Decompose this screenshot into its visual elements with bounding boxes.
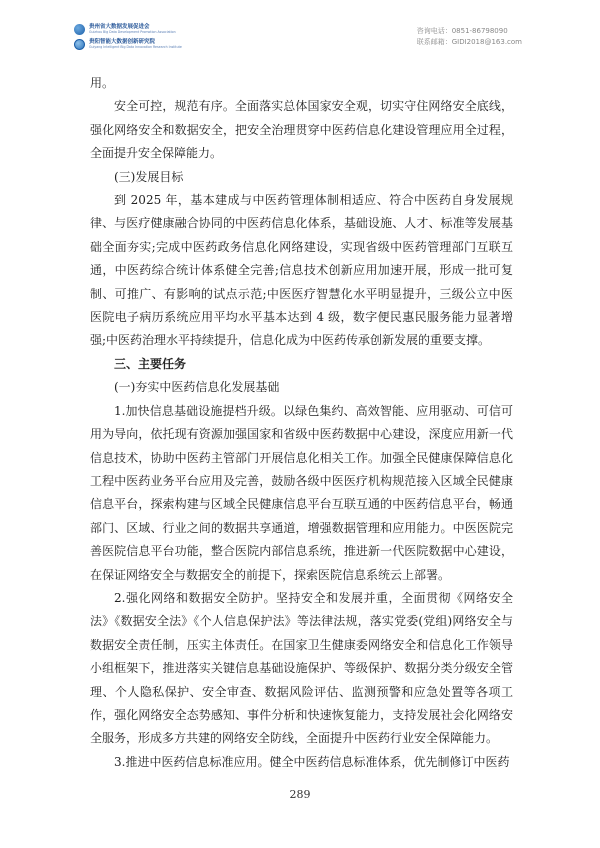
institute-logo <box>74 39 182 50</box>
document-body <box>90 72 513 774</box>
association-name: 贵州省大数据发展促进会 <box>89 23 150 30</box>
paragraph-security-principle: 安全可控，规范有序。全面落实总体国家安全观，切实守住网络安全底线，强化网络安全和数据安全，把安全治理贯穿中医药信息化建设管理应用全过程，全面提升安全保障能力。 <box>90 99 513 161</box>
page-number: 289 <box>289 788 311 801</box>
association-name-en: Guizhou Big Data Development Promotion Association <box>89 30 176 35</box>
page-header <box>0 0 600 56</box>
section-heading-goals: (三)发展目标 <box>114 169 184 184</box>
contact-info <box>417 26 522 48</box>
paragraph-security-protection: 2.强化网络和数据安全防护。坚持安全和发展并重，全面贯彻《网络安全法》《数据安全法》《个人信息保护法》等法律法规，落实党委(党组)网络安全与数据安全责任制，压实主体责任。在国家卫生健康委网络安全和信息化工作领导小组框架下，推进落实关键信息基础设施保护、等级保护、数据分类分级安全管理、个人隐私保护、安全审查、数据风险评估、监测预警和应急处置等各项工作，强化网络安全态势感知、事件分析和快速恢复能力，支持发展社会化网络安全服务，形成多方共建的网络安全防线，全面提升中医药行业安全保障能力。 <box>90 590 513 746</box>
paragraph-goals: 到 2025 年，基本建成与中医药管理体制相适应、符合中医药自身发展规律、与医疗健康融合协同的中医药信息化体系，基础设施、人才、标准等发展基础全面夯实;完成中医药政务信息化网络建设，实现省级中医药管理部门互联互通，中医药综合统计体系健全完善;信息技术创新应用加速开展，形成一批可复制、可推广、有影响的试点示范;中医医疗智慧化水平明显提升，三级公立中医医院电子病历系统应用平均水平基本达到 4 级，数字便民惠民服务能力显著增强;中医药治理水平持续提升，信息化成为中医药传承创新发展的重要支撑。 <box>90 193 513 348</box>
institute-emblem-icon <box>74 39 85 50</box>
paragraph-standards: 3.推进中医药信息标准应用。健全中医药信息标准体系，优先制修订中医药 <box>114 754 510 769</box>
subsection-heading-foundation: (一)夯实中医药信息化发展基础 <box>114 380 280 395</box>
paragraph-infrastructure: 1.加快信息基础设施提档升级。以绿色集约、高效智能、应用驱动、可信可用为导向，依托现有资源加强国家和省级中医药数据中心建设，深度应用新一代信息技术，协助中医药主管部门开展信息化相关工作。加强全民健康保障信息化工程中医药业务平台应用及完善，鼓励各级中医医疗机构规范接入区域全民健康信息平台，探索构建与区域全民健康信息平台互联互通的中医药信息平台，畅通部门、区域、行业之间的数据共享通道，增强数据管理和应用能力。中医医院完善医院信息平台功能，整合医院内部信息系统，推进新一代医院数据中心建设，在保证网络安全与数据安全的前提下，探索医院信息系统云上部署。 <box>90 403 513 582</box>
contact-email: 联系邮箱：GIDI2018@163.com <box>416 38 522 46</box>
association-emblem-icon <box>74 24 85 35</box>
paragraph-continuation: 用。 <box>90 76 115 90</box>
section-heading-main-tasks: 三、主要任务 <box>114 356 187 371</box>
contact-phone: 咨询电话：0851-86798090 <box>416 27 508 35</box>
association-logo <box>74 24 176 35</box>
institute-name: 贵阳智能大数据创新研究院 <box>89 38 156 45</box>
institute-name-en: Guiyang Intelligent Big Data Innovation Research Institute <box>89 45 182 50</box>
